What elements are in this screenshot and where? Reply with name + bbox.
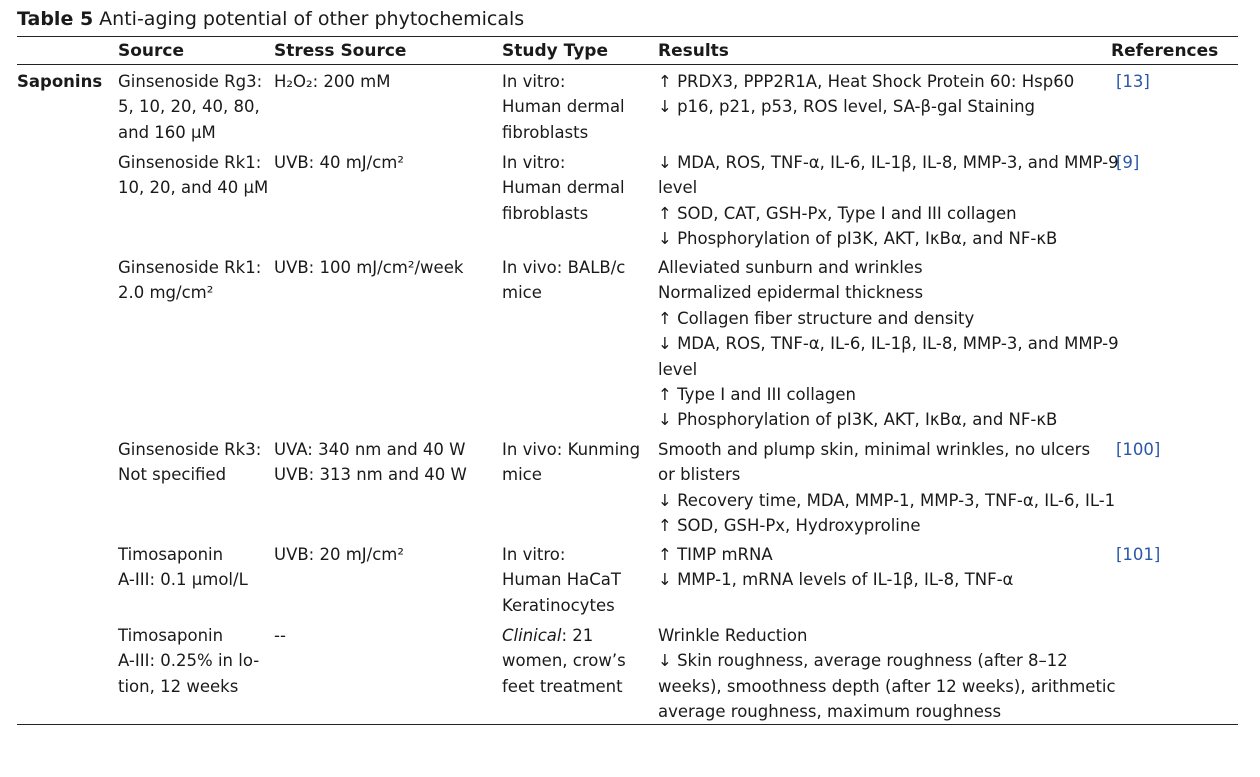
header-source: Source [118,41,185,61]
clinical-label: Clinical [502,626,562,645]
row-1-results: ↑ PRDX3, PPP2R1A, Heat Shock Protein 60: Hsp60 ↓ p16, p21, p53, ROS level, SA-β-gal Staining [658,72,1075,117]
row-6-study: Clinical: 21 women, crow’s feet treatment [502,626,626,696]
row-5-source: Timosaponin A-III: 0.1 μmol/L [118,545,248,590]
row-6-stress: -- [274,626,286,645]
row-4-source: Ginsenoside Rk3: Not specified [118,440,262,485]
row-4-study: In vivo: Kunming mice [502,440,641,485]
header-references: References [1111,41,1219,61]
top-rule [17,36,1238,37]
row-3-stress: UVB: 100 mJ/cm²/week [274,258,464,277]
row-5-results: ↑ TIMP mRNA ↓ MMP-1, mRNA levels of IL-1β, IL-8, TNF-α [658,545,1014,590]
group-label: Saponins [17,72,103,91]
header-rule [17,64,1238,65]
row-2-study: In vitro: Human dermal fibroblasts [502,153,625,223]
row-1-source: Ginsenoside Rg3: 5, 10, 20, 40, 80, and 160 μM [118,72,263,142]
header-study-type: Study Type [502,41,609,61]
table-label: Table 5 [17,8,94,30]
row-4-results: Smooth and plump skin, minimal wrinkles, no ulcers or blisters ↓ Recovery time, MDA, MMP-1, MMP-3, TNF-α, IL-6, IL-1 ↑ SOD, GSH-Px, Hydroxyproline [658,440,1116,536]
header-results: Results [658,41,729,61]
row-1-reference-link[interactable]: [13] [1116,72,1150,91]
table-caption [17,8,524,30]
row-3-results: Alleviated sunburn and wrinkles Normalized epidermal thickness ↑ Collagen fiber structure and density ↓ MDA, ROS, TNF-α, IL-6, IL-1β, IL-8, MMP-3, and MMP-9 level ↑ Type I and III collagen ↓ Phosphorylation of pI3K, AKT, IκBα, and NF-κB [658,258,1119,430]
row-5-reference-link[interactable]: [101] [1116,545,1161,564]
row-2-results: ↓ MDA, ROS, TNF-α, IL-6, IL-1β, IL-8, MMP-3, and MMP-9 level ↑ SOD, CAT, GSH-Px, Type I and III collagen ↓ Phosphorylation of pI3K, AKT, IκBα, and NF-κB [658,153,1119,249]
row-1-stress: H₂O₂: 200 mM [274,72,391,91]
row-4-reference-link[interactable]: [100] [1116,440,1161,459]
bottom-rule [17,724,1238,725]
row-6-source: Timosaponin A-III: 0.25% in lo- tion, 12 weeks [118,626,260,696]
row-2-reference-link[interactable]: [9] [1116,153,1140,172]
row-6-results: Wrinkle Reduction ↓ Skin roughness, average roughness (after 8–12 weeks), smoothness depth (after 12 weeks), arithmetic average roughness, maximum roughness [658,626,1116,722]
header-stress-source: Stress Source [274,41,407,61]
row-1-study: In vitro: Human dermal fibroblasts [502,72,625,142]
row-2-stress: UVB: 40 mJ/cm² [274,153,404,172]
row-4-stress: UVA: 340 nm and 40 W UVB: 313 nm and 40 W [274,440,467,485]
row-3-study: In vivo: BALB/c mice [502,258,626,303]
row-2-source: Ginsenoside Rk1: 10, 20, and 40 μM [118,153,269,198]
row-5-study: In vitro: Human HaCaT Keratinocytes [502,545,621,615]
row-5-stress: UVB: 20 mJ/cm² [274,545,404,564]
row-3-source: Ginsenoside Rk1: 2.0 mg/cm² [118,258,262,303]
table-title: Anti-aging potential of other phytochemicals [99,8,525,30]
